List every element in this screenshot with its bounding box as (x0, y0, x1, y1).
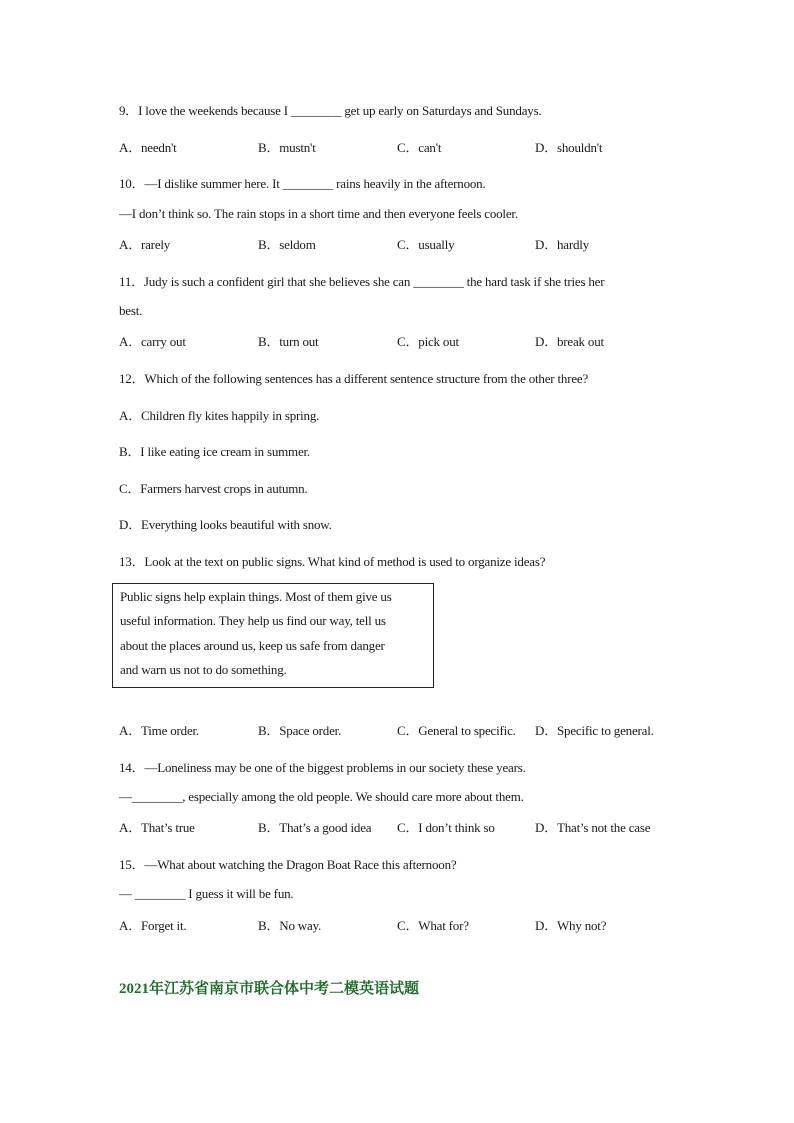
q10-option-d[interactable]: D．hardly (535, 237, 589, 252)
question-13-stem: 13．Look at the text on public signs. What kind of method is used to organize ideas? (119, 554, 546, 569)
q12-option-d[interactable]: D．Everything looks beautiful with snow. (119, 517, 332, 532)
q13-option-b[interactable]: B．Space order. (258, 723, 342, 738)
q9-option-d[interactable]: D．shouldn't (535, 140, 603, 155)
q11-option-a[interactable]: A．carry out (119, 334, 186, 349)
q9-option-b[interactable]: B．mustn't (258, 140, 316, 155)
question-10-stem: 10．—I dislike summer here. It ________ rains heavily in the afternoon. (119, 176, 486, 191)
text-box-line: about the places around us, keep us safe from danger (120, 638, 385, 653)
question-15-reply: — ________ I guess it will be fun. (119, 886, 294, 901)
q13-option-d[interactable]: D．Specific to general. (535, 723, 654, 738)
question-14-stem: 14．—Loneliness may be one of the biggest problems in our society these years. (119, 760, 526, 775)
text-box-line: useful information. They help us find our way, tell us (120, 613, 386, 628)
q10-option-a[interactable]: A．rarely (119, 237, 171, 252)
text-box-line: and warn us not to do something. (120, 662, 287, 677)
q12-option-c[interactable]: C．Farmers harvest crops in autumn. (119, 481, 308, 496)
question-11-stem: 11．Judy is such a confident girl that she believes she can ________ the hard task if she tries her (119, 274, 605, 289)
question-14-reply: —________, especially among the old people. We should care more about them. (119, 789, 524, 804)
question-9-stem: 9．I love the weekends because I ________ get up early on Saturdays and Sundays. (119, 103, 542, 118)
question-10-reply: —I don’t think so. The rain stops in a short time and then everyone feels cooler. (119, 206, 518, 221)
exam-title-footer: 2021年江苏省南京市联合体中考二模英语试题 (119, 981, 420, 997)
q11-option-c[interactable]: C．pick out (397, 334, 459, 349)
q13-option-a[interactable]: A．Time order. (119, 723, 199, 738)
q11-option-d[interactable]: D．break out (535, 334, 604, 349)
text-box-line: Public signs help explain things. Most of them give us (120, 589, 392, 604)
q14-option-a[interactable]: A．That’s true (119, 820, 195, 835)
q10-option-b[interactable]: B．seldom (258, 237, 316, 252)
q9-option-a[interactable]: A．needn't (119, 140, 177, 155)
q9-option-c[interactable]: C．can't (397, 140, 442, 155)
q12-option-b[interactable]: B．I like eating ice cream in summer. (119, 444, 310, 459)
q12-option-a[interactable]: A．Children fly kites happily in spring. (119, 408, 320, 423)
question-12-stem: 12．Which of the following sentences has a different sentence structure from the other three? (119, 371, 589, 386)
q14-option-d[interactable]: D．That’s not the case (535, 820, 651, 835)
question-15-stem: 15．—What about watching the Dragon Boat Race this afternoon? (119, 857, 457, 872)
q14-option-c[interactable]: C．I don’t think so (397, 820, 495, 835)
q11-option-b[interactable]: B．turn out (258, 334, 319, 349)
q15-option-a[interactable]: A．Forget it. (119, 918, 187, 933)
q10-option-c[interactable]: C．usually (397, 237, 455, 252)
q15-option-c[interactable]: C．What for? (397, 918, 469, 933)
q13-option-c[interactable]: C．General to specific. (397, 723, 516, 738)
q15-option-d[interactable]: D．Why not? (535, 918, 607, 933)
q15-option-b[interactable]: B．No way. (258, 918, 322, 933)
q14-option-b[interactable]: B．That’s a good idea (258, 820, 372, 835)
public-signs-text-box (112, 583, 434, 688)
question-11-stem-cont: best. (119, 303, 143, 318)
